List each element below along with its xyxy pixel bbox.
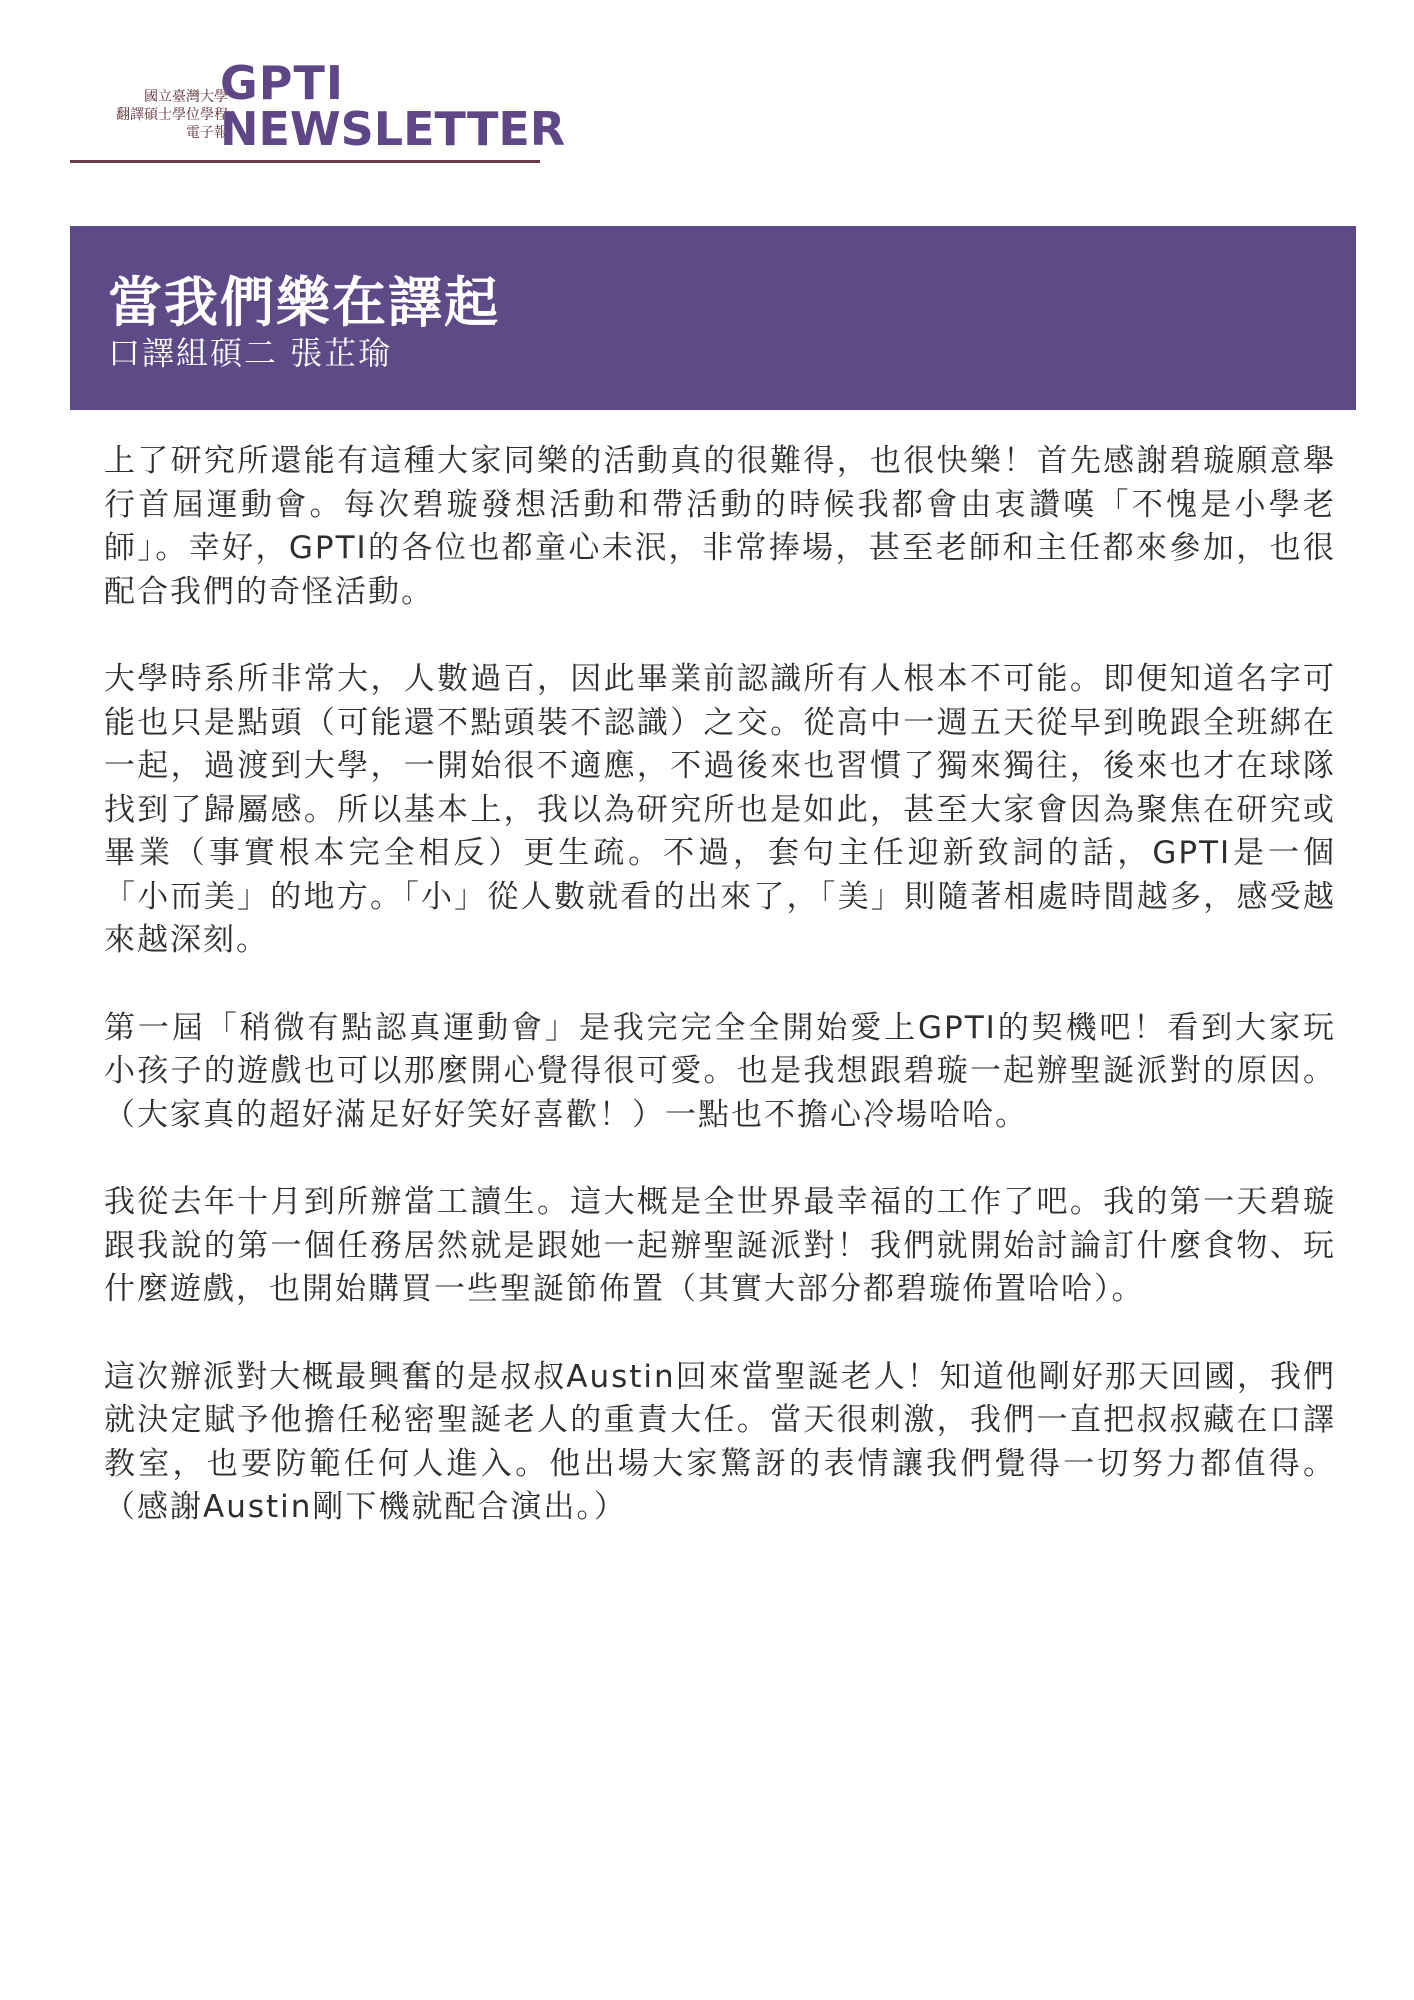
org-line-program: 翻譯碩士學位學程 [116,107,228,123]
masthead-divider [70,160,540,163]
logo-gpti: GPTI [220,56,344,110]
article-paragraph: 第一屆「稍微有點認真運動會」是我完完全全開始愛上GPTI的契機吧！看到大家玩小孩子的遊戲也可以那麼開心覺得很可愛。也是我想跟碧璇一起辦聖誕派對的原因。（大家真的超好滿足好好笑好喜歡！）一點也不擔心冷場哈哈。 [104,1009,1336,1133]
organization-name [116,88,228,142]
org-line-publication: 電子報 [186,125,228,141]
newsletter-logo [220,56,566,156]
article-title: 當我們樂在譯起 [108,271,500,334]
article-paragraph: 大學時系所非常大，人數過百，因此畢業前認識所有人根本不可能。即便知道名字可能也只是點頭（可能還不點頭裝不認識）之交。從高中一週五天從早到晚跟全班綁在一起，過渡到大學，一開始很不適應，不過後來也習慣了獨來獨往，後來也才在球隊找到了歸屬感。所以基本上，我以為研究所也是如此，甚至大家會因為聚焦在研究或畢業（事實根本完全相反）更生疏。不過，套句主任迎新致詞的話，GPTI是一個「小而美」的地方。「小」從人數就看的出來了，「美」則隨著相處時間越多，感受越來越深刻。 [104,661,1336,958]
article-body [104,440,1336,1574]
masthead [70,56,566,166]
logo-newsletter: NEWSLETTER [220,102,566,156]
article-header-banner [70,226,1356,410]
article-paragraph: 我從去年十月到所辦當工讀生。這大概是全世界最幸福的工作了吧。我的第一天碧璇跟我說的第一個任務居然就是跟她一起辦聖誕派對！我們就開始討論訂什麼食物、玩什麼遊戲，也開始購買一些聖誕節佈置（其實大部分都碧璇佈置哈哈）。 [104,1184,1336,1307]
article-paragraph: 這次辦派對大概最興奮的是叔叔Austin回來當聖誕老人！知道他剛好那天回國，我們就決定賦予他擔任秘密聖誕老人的重責大任。當天很刺激，我們一直把叔叔藏在口譯教室，也要防範任何人進入。他出場大家驚訝的表情讓我們覺得一切努力都值得。（感謝Austin剛下機就配合演出。） [104,1358,1336,1525]
article-author: 口譯組碩二 張芷瑜 [108,334,393,372]
article-paragraph: 上了研究所還能有這種大家同樂的活動真的很難得，也很快樂！首先感謝碧璇願意舉行首屆運動會。每次碧璇發想活動和帶活動的時候我都會由衷讚嘆「不愧是小學老師」。幸好，GPTI的各位也都童心未泯，非常捧場，甚至老師和主任都來參加，也很配合我們的奇怪活動。 [104,443,1336,610]
org-line-university: 國立臺灣大學 [144,89,228,105]
